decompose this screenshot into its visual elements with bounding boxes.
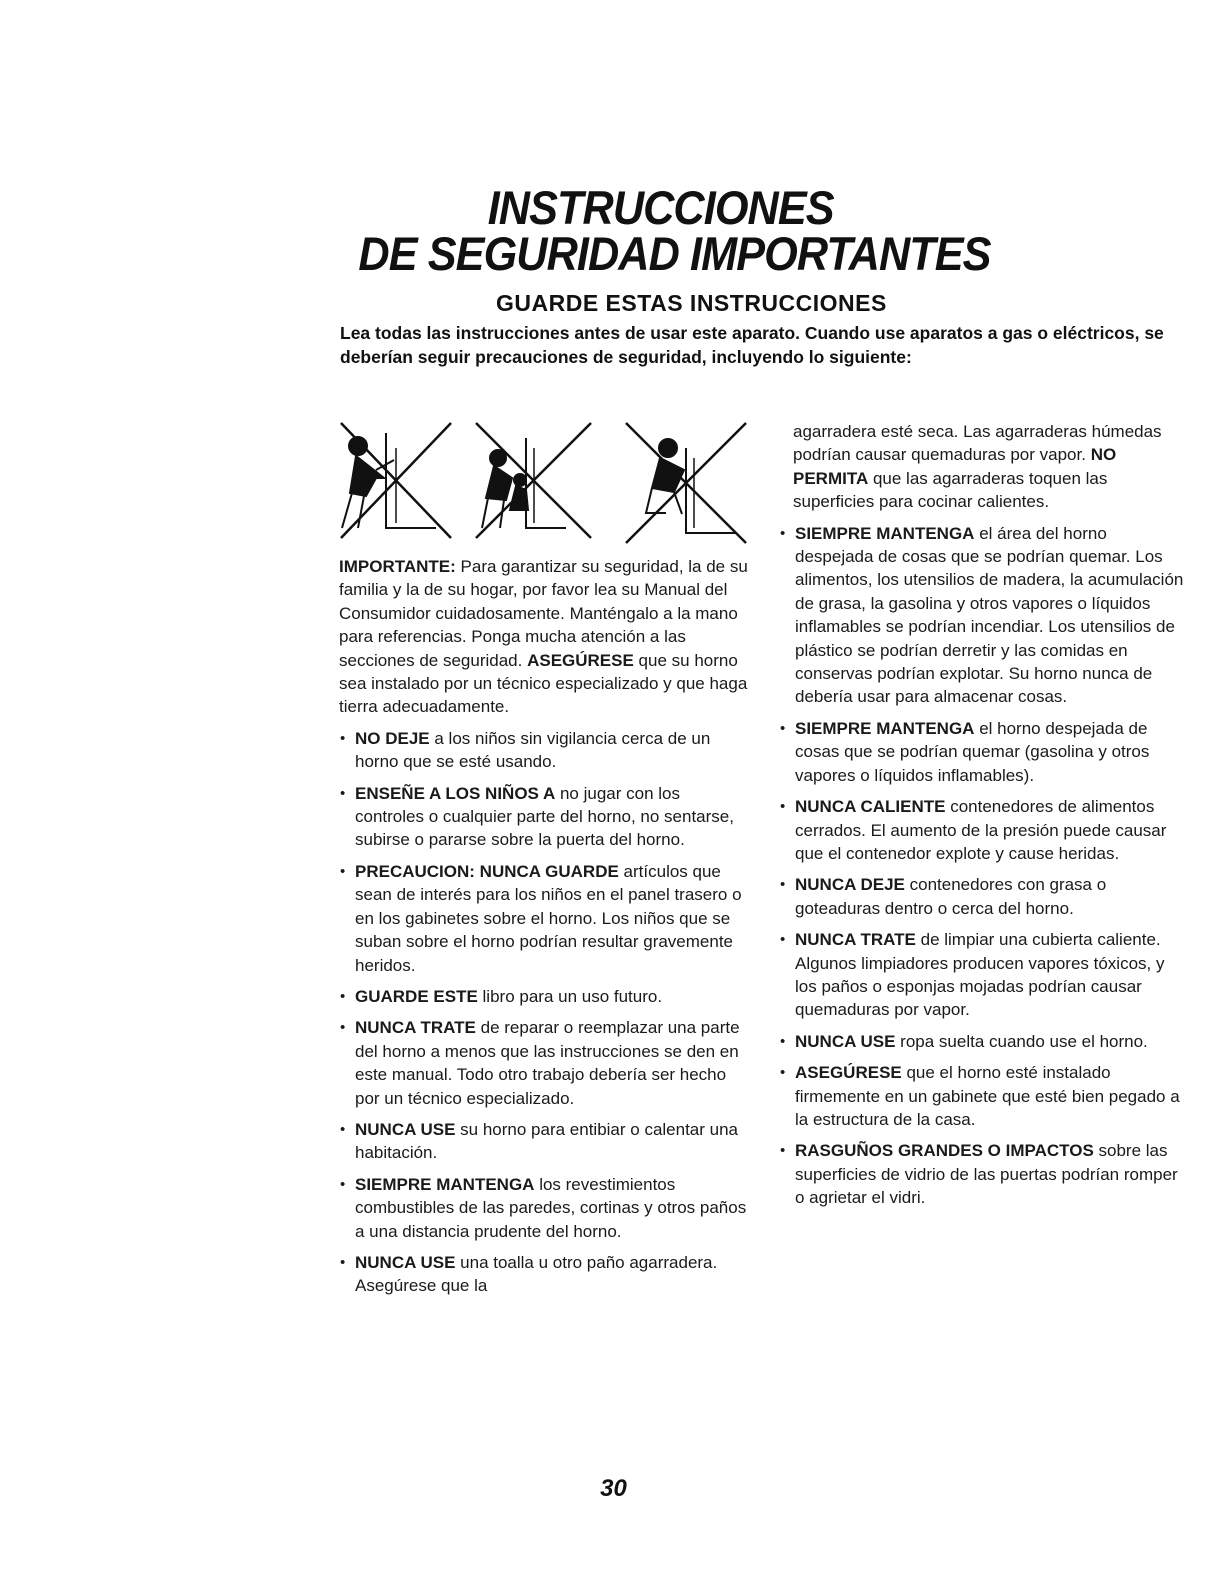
continued-tail: que las agarraderas toquen las superficies para cocinar calientes.: [793, 468, 1108, 512]
list-item: [779, 1030, 1184, 1053]
left-column: [339, 555, 749, 1306]
item-lead: NUNCA CALIENTE: [795, 797, 946, 817]
item-lead: NUNCA DEJE: [795, 875, 905, 895]
item-text: contenedores con grasa o goteaduras dentro o cerca del horno.: [795, 875, 1107, 918]
item-text: contenedores de alimentos cerrados. El aumento de la presión puede causar que el contenedor explote y cause heridas.: [795, 797, 1167, 863]
item-lead: GUARDE ESTE: [355, 986, 478, 1006]
list-item: [779, 928, 1184, 1022]
list-item: [339, 1016, 749, 1110]
continued-text: agarradera esté seca. Las agarraderas húmedas podrían causar quemaduras por vapor.: [793, 422, 1162, 465]
left-safety-list: [339, 727, 749, 1298]
continued-item: [779, 420, 1184, 514]
right-safety-list: [779, 420, 1184, 1210]
item-text: que el horno esté instalado firmemente en un gabinete que esté bien pegado a la estructura de la casa.: [795, 1063, 1180, 1129]
item-lead: SIEMPRE MANTENGA: [795, 718, 975, 738]
item-text: de reparar o reemplazar una parte del horno a menos que las instrucciones se den en este manual. Todo otro trabajo debería ser hecho por un técnico especializado.: [355, 1018, 740, 1108]
item-text: sobre las superficies de vidrio de las puertas podrían romper o agrietar el vidri.: [795, 1141, 1178, 1208]
item-lead: ASEGÚRESE: [795, 1063, 902, 1083]
children-playing-crossed-icon: [476, 423, 591, 538]
item-lead: SIEMPRE MANTENGA: [795, 523, 975, 543]
item-lead: SIEMPRE MANTENGA: [355, 1174, 535, 1194]
item-text: su horno para entibiar o calentar una habitación.: [355, 1119, 739, 1163]
item-text: el área del horno despejada de cosas que se podrían quemar. Los alimentos, los utensilios de madera, la acumulación de grasa, la gasolina y otros vapores o líquidos inflamables se podrían incendiar. Los utensilios de plástico se podrían derretir y las comidas en conservas podrían explotar. Su horno nunca de debería usar para almacenar cosas.: [795, 523, 1184, 707]
asegurese-label: ASEGÚRESE: [527, 650, 634, 670]
intro-text: Lea todas las instrucciones antes de usar este aparato. Cuando use aparatos a gas o eléctricos, se deberían seguir precauciones de seguridad, incluyendo lo siguiente:: [340, 323, 1164, 367]
list-item: [779, 873, 1184, 920]
list-item: [779, 522, 1184, 709]
list-item: [339, 1118, 749, 1165]
important-text: Para garantizar su seguridad, la de su familia y la de su hogar, por favor lea su Manual del Consumidor cuidadosamente. Manténgalo a la mano para referencias. Ponga mucha atención a las secciones de seguridad.: [339, 557, 748, 670]
item-lead: NUNCA USE: [355, 1252, 456, 1272]
list-item: [339, 782, 749, 852]
item-text: no jugar con los controles o cualquier parte del horno, no sentarse, subirse o pararse sobre la puerta del horno.: [355, 783, 734, 850]
child-sitting-door-crossed-icon: [626, 423, 746, 543]
list-item: [339, 1173, 749, 1243]
item-lead: NUNCA TRATE: [795, 930, 916, 950]
item-text: libro para un uso futuro.: [477, 986, 663, 1006]
item-text: una toalla u otro paño agarradera. Asegúrese que la: [355, 1252, 718, 1296]
child-climbing-door-crossed-icon: [341, 423, 451, 538]
right-column: [779, 420, 1184, 1218]
subtitle: GUARDE ESTAS INSTRUCCIONES: [496, 290, 887, 316]
important-paragraph: [339, 555, 749, 719]
item-text: los revestimientos combustibles de las paredes, cortinas y otros paños a una distancia prudente del horno.: [355, 1174, 747, 1241]
item-text: ropa suelta cuando use el horno.: [895, 1031, 1148, 1051]
list-item: [339, 985, 749, 1008]
item-text: de limpiar una cubierta caliente. Algunos limpiadores producen vapores tóxicos, y los paños o esponjas mojadas podrían causar quemaduras por vapor.: [795, 930, 1165, 1020]
list-item: [779, 1061, 1184, 1131]
page-number: 30: [600, 1475, 627, 1502]
warning-illustrations: [336, 418, 756, 548]
title-line-1: INSTRUCCIONES: [487, 181, 834, 234]
item-text: el horno despejada de cosas que se podrían quemar (gasolina y otros vapores o líquidos inflamables).: [795, 718, 1150, 785]
item-text: a los niños sin vigilancia cerca de un horno que se esté usando.: [355, 728, 711, 772]
list-item: [779, 795, 1184, 865]
item-lead: NO DEJE: [355, 728, 430, 748]
item-lead: NUNCA USE: [355, 1119, 456, 1139]
item-lead: ENSEÑE A LOS NIÑOS A: [355, 783, 556, 803]
list-item: [779, 717, 1184, 787]
list-item: [339, 727, 749, 774]
list-item: [779, 1139, 1184, 1209]
item-lead: RASGUÑOS GRANDES O IMPACTOS: [795, 1141, 1094, 1161]
item-lead: NUNCA USE: [795, 1031, 896, 1051]
list-item: [339, 1251, 749, 1298]
title-line-2: DE SEGURIDAD IMPORTANTES: [358, 227, 991, 280]
item-text: artículos que sean de interés para los niños en el panel trasero o en los gabinetes sobre el horno. Los niños que se suban sobre el horno podrían resultar gravemente heridos.: [355, 861, 742, 975]
important-label: IMPORTANTE:: [339, 557, 456, 576]
asegurese-text: que su horno sea instalado por un técnico especializado y que haga tierra adecuadamente.: [339, 650, 748, 717]
item-lead: PRECAUCION: NUNCA GUARDE: [355, 861, 619, 881]
list-item: [339, 860, 749, 977]
item-lead: NUNCA TRATE: [355, 1018, 476, 1038]
continued-lead: NO PERMITA: [793, 445, 1117, 488]
